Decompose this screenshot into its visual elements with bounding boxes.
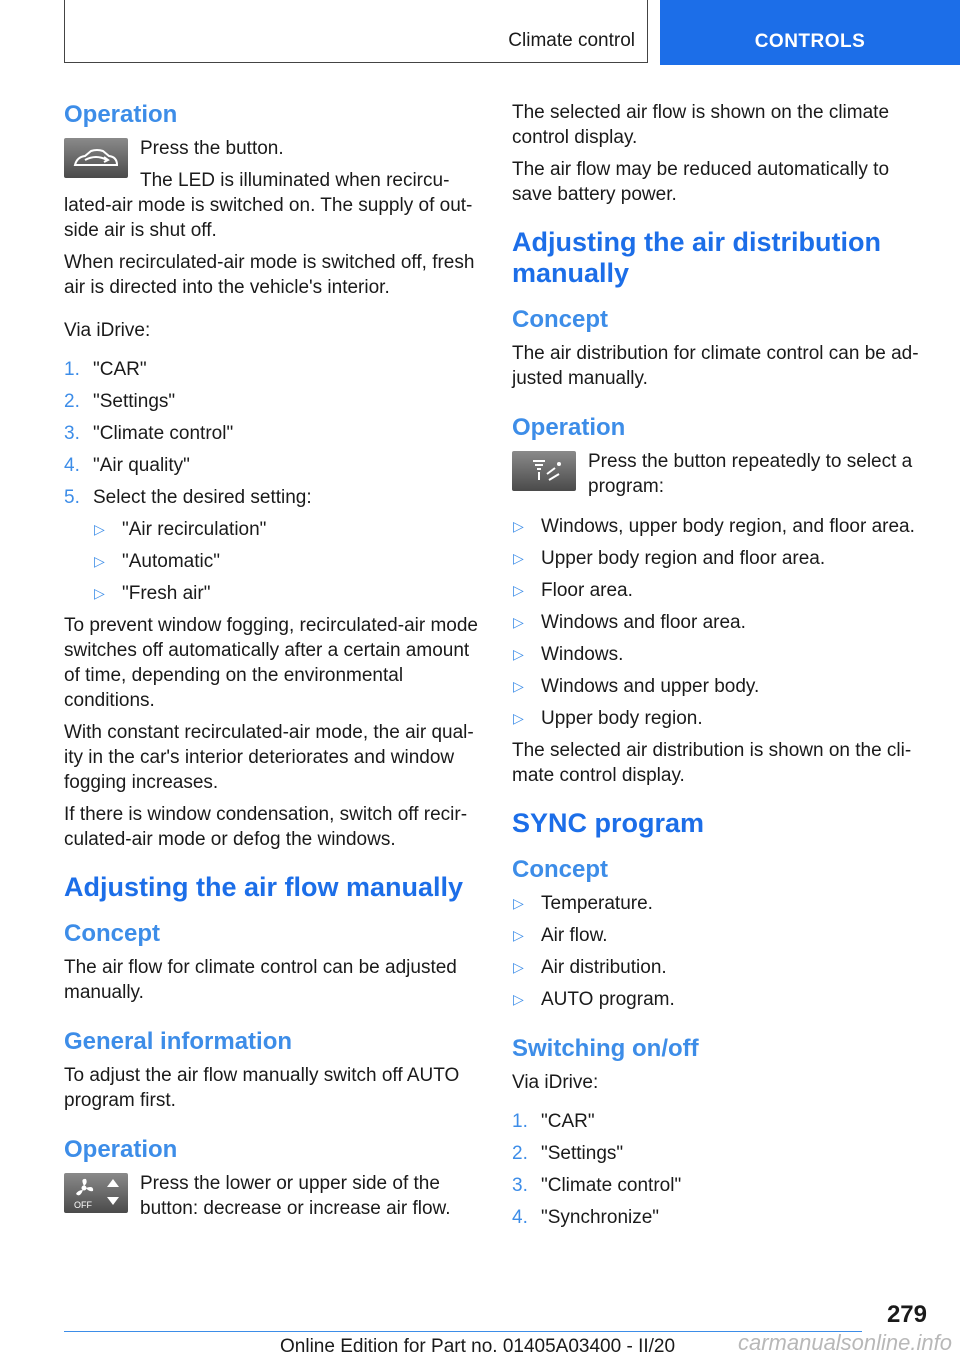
list-item: [93, 581, 482, 606]
fresh-air-text: When recirculated-air mode is switched off, fresh air is directed into the vehicle's interior.: [64, 252, 475, 298]
step-number: 1.: [512, 1111, 528, 1132]
distribution-concept-text: The air distribution for climate control can be ad‐justed manually.: [512, 343, 919, 389]
setting-options-list: [93, 517, 482, 606]
header-chapter-tab: [660, 0, 960, 65]
distribution-operation-text: Press the button repeatedly to select a program:: [588, 451, 913, 497]
sync-item-text: Temperature.: [541, 893, 653, 914]
triangle-bullet-icon: ▷: [513, 518, 524, 534]
fan-button-icon: [64, 1173, 128, 1213]
sync-item-text: AUTO program.: [541, 989, 675, 1010]
list-item: [64, 357, 482, 382]
triangle-bullet-icon: ▷: [513, 895, 524, 911]
option-text: "Automatic": [122, 551, 220, 572]
sync-via-idrive-label: Via iDrive:: [512, 1072, 599, 1093]
triangle-bullet-icon: ▷: [513, 710, 524, 726]
list-item: [512, 1173, 926, 1198]
step-number: 3.: [64, 423, 80, 444]
step-text: Select the desired setting:: [93, 487, 312, 508]
step-number: 2.: [64, 391, 80, 412]
right-column: [512, 100, 926, 1237]
list-item: [512, 987, 926, 1012]
program-text: Floor area.: [541, 580, 633, 601]
list-item: [64, 453, 482, 478]
sync-item-text: Air flow.: [541, 925, 608, 946]
airflow-concept-text: The air flow for climate control can be adjusted manually.: [64, 957, 457, 1003]
watermark-logo: carmanualsonline.info: [737, 1330, 952, 1355]
triangle-bullet-icon: ▷: [513, 959, 524, 975]
switching-heading: Switching on/off: [512, 1035, 699, 1062]
distribution-programs-list: [512, 514, 926, 731]
program-text: Windows, upper body region, and floor area.: [541, 516, 915, 537]
fogging-text: To prevent window fogging, recirculated-air mode switches off automatically after a certain amount of time, depending on the environmental conditions.: [64, 615, 478, 711]
distribution-heading: Adjusting the air distribution manually: [512, 227, 881, 288]
step-number: 2.: [512, 1143, 528, 1164]
list-item: [512, 546, 926, 571]
option-text: "Air recirculation": [122, 519, 267, 540]
step-text: "CAR": [93, 359, 147, 380]
led-text: The LED is illuminated when recircu‐lated-air mode is switched on. The supply of out‐side air is shut off.: [64, 170, 473, 241]
air-distribution-button-icon: [512, 451, 576, 491]
step-text: "Climate control": [541, 1175, 682, 1196]
step-text: "CAR": [541, 1111, 595, 1132]
list-item: [64, 389, 482, 414]
sync-heading: SYNC program: [512, 808, 705, 838]
list-item: [512, 955, 926, 980]
triangle-bullet-icon: ▷: [94, 553, 105, 569]
list-item: [512, 923, 926, 948]
list-item: [512, 610, 926, 635]
program-text: Upper body region and floor area.: [541, 548, 826, 569]
distribution-operation-heading: Operation: [512, 414, 626, 441]
triangle-bullet-icon: ▷: [513, 678, 524, 694]
list-item: [512, 514, 926, 539]
fan-icon: [66, 1175, 126, 1211]
recirculation-button-icon: [64, 138, 128, 178]
list-item: [512, 1109, 926, 1134]
airflow-display-text: The selected air flow is shown on the climate control display.: [512, 102, 890, 148]
program-text: Windows and upper body.: [541, 676, 760, 697]
step-text: "Climate control": [93, 423, 234, 444]
step-number: 3.: [512, 1175, 528, 1196]
step-text: "Air quality": [93, 455, 190, 476]
distribution-concept-heading: Concept: [512, 306, 608, 333]
header-chapter-label: CONTROLS: [754, 31, 866, 52]
list-item: [512, 674, 926, 699]
footer-edition-text: Online Edition for Part no. 01405A03400 - II/20: [280, 1336, 676, 1357]
via-idrive-label: Via iDrive:: [64, 320, 151, 341]
step-number: 5.: [64, 487, 80, 508]
step-number: 4.: [64, 455, 80, 476]
airflow-operation-text: Press the lower or upper side of the button: decrease or increase air flow.: [140, 1173, 451, 1219]
program-text: Upper body region.: [541, 708, 703, 729]
triangle-bullet-icon: ▷: [513, 927, 524, 943]
recirculation-car-icon: [71, 145, 121, 171]
list-item: [512, 706, 926, 731]
sync-item-text: Air distribution.: [541, 957, 667, 978]
list-item: [64, 485, 482, 510]
battery-text: The air flow may be reduced automatically to save battery power.: [512, 159, 890, 205]
air-quality-text: With constant recirculated-air mode, the air qual‐ity in the car's interior deteriorates and window fogging increases.: [64, 722, 474, 793]
step-text: "Synchronize": [541, 1207, 660, 1228]
triangle-bullet-icon: ▷: [94, 585, 105, 601]
operation-heading: Operation: [64, 101, 178, 128]
triangle-bullet-icon: ▷: [513, 550, 524, 566]
list-item: [512, 1141, 926, 1166]
airflow-operation-heading: Operation: [64, 1136, 178, 1163]
list-item: [512, 642, 926, 667]
list-item: [93, 517, 482, 542]
list-item: [512, 578, 926, 603]
press-button-text: Press the button.: [140, 138, 284, 159]
triangle-bullet-icon: ▷: [513, 614, 524, 630]
airflow-heading: Adjusting the air flow manually: [64, 872, 464, 902]
sync-items-list: [512, 891, 926, 1012]
page-number: 279: [886, 1301, 927, 1328]
step-number: 1.: [64, 359, 80, 380]
condensation-text: If there is window condensation, switch off recir‐culated-air mode or defog the windows.: [64, 804, 468, 850]
list-item: [93, 549, 482, 574]
triangle-bullet-icon: ▷: [513, 991, 524, 1007]
list-item: [512, 891, 926, 916]
step-text: "Settings": [541, 1143, 624, 1164]
step-number: 4.: [512, 1207, 528, 1228]
airflow-concept-heading: Concept: [64, 920, 160, 947]
program-text: Windows.: [541, 644, 624, 665]
distribution-display-text: The selected air distribution is shown on the cli‐mate control display.: [512, 740, 912, 786]
general-info-text: To adjust the air flow manually switch off AUTO program first.: [64, 1065, 460, 1111]
header-section-title: Climate control: [508, 30, 635, 51]
triangle-bullet-icon: ▷: [94, 521, 105, 537]
fan-off-label: OFF: [74, 1200, 92, 1210]
air-distribution-icon: [519, 456, 569, 486]
step-text: "Settings": [93, 391, 176, 412]
header-section-box: [64, 0, 648, 63]
option-text: "Fresh air": [122, 583, 211, 604]
program-text: Windows and floor area.: [541, 612, 746, 633]
list-item: [64, 421, 482, 446]
triangle-bullet-icon: ▷: [513, 582, 524, 598]
general-info-heading: General information: [64, 1028, 293, 1055]
list-item: [512, 1205, 926, 1230]
triangle-bullet-icon: ▷: [513, 646, 524, 662]
sync-steps-list: [512, 1109, 926, 1230]
left-column: [64, 100, 482, 1228]
sync-concept-heading: Concept: [512, 856, 608, 883]
idrive-steps-list: [64, 357, 482, 510]
